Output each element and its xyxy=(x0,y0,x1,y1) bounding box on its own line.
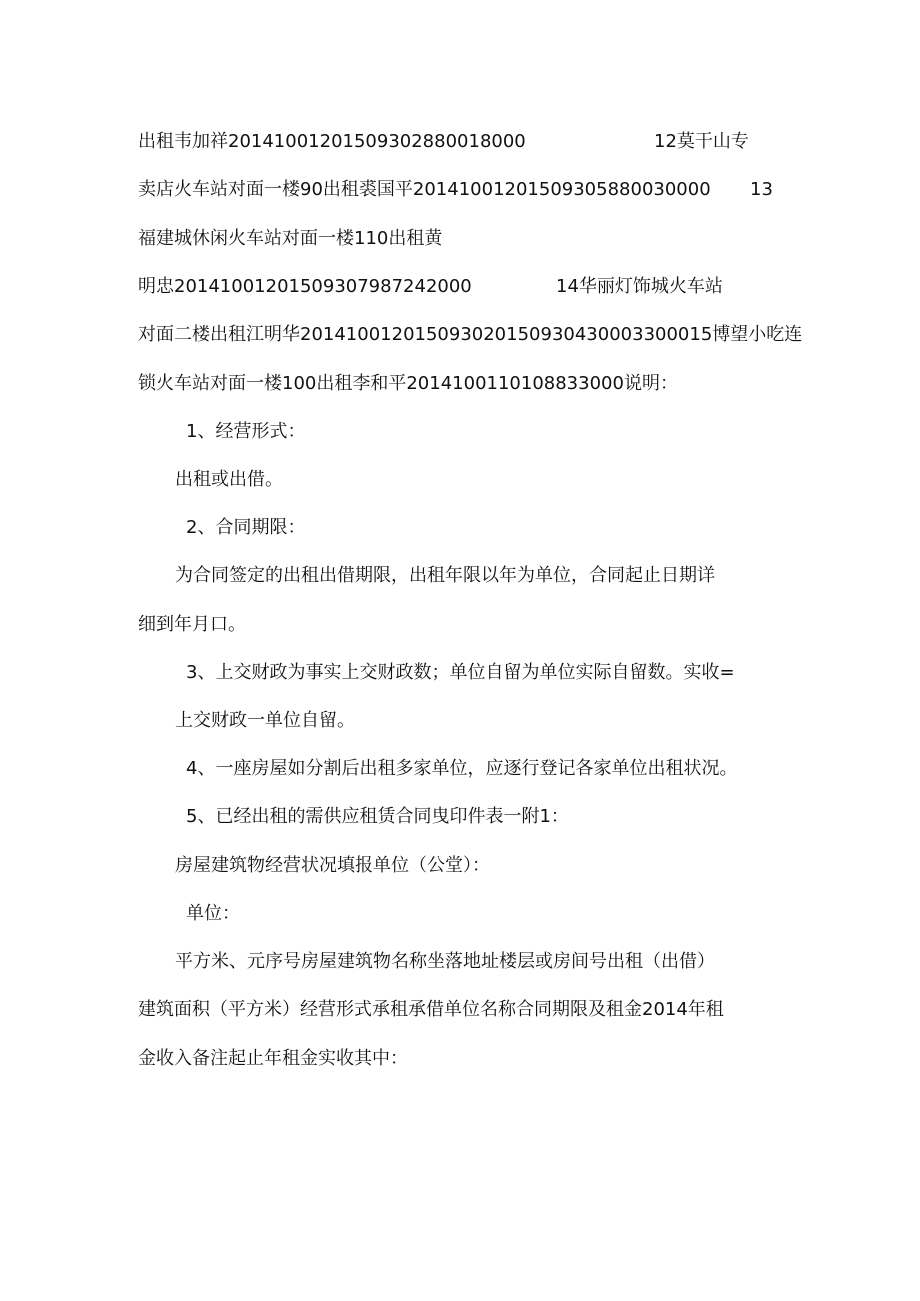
text-line: 出租韦加祥201410012015093028800180​00 xyxy=(138,131,526,152)
text-line: 房屋建筑物经营状况填报单位（公堂）： xyxy=(175,855,490,876)
text-line: 5、已经出租的需供应租赁合同曳印件表一附1： xyxy=(186,806,569,827)
text-line: 上交财政一单位自留。 xyxy=(175,710,355,731)
section-heading: 1、经营形式： xyxy=(186,421,306,442)
text-line: 锁火车站对面一楼100出租李和平201410011010883​3000说明： xyxy=(138,373,678,394)
text-line: 为合同签定的出租出借期限，出租年限以年为单位，合同起止日期详 xyxy=(175,565,715,586)
text-line: 对面二楼出租江明华20141001201509302015093043000330001​5博望小吃连 xyxy=(138,324,803,345)
text-line: 4、一座房屋如分割后出租多家单位，应逐行登记各家单位出租状况。 xyxy=(186,758,738,779)
text-line: 细到年月口。 xyxy=(138,614,246,635)
text-line: 13 xyxy=(750,179,773,200)
text-line: 12莫干山专 xyxy=(654,131,749,152)
text-line: 金收入备注起止年租金实收其中： xyxy=(138,1048,408,1069)
text-line: 明忠20141001201509307987242000 xyxy=(138,276,472,297)
text-line: 出租或出借。 xyxy=(175,469,283,490)
section-heading: 2、合同期限： xyxy=(186,517,306,538)
text-line: 14华丽灯饰城火车站 xyxy=(556,276,723,297)
text-line: 福建城休闲火车站对面一楼110出租黄 xyxy=(138,228,443,249)
text-line: 单位： xyxy=(186,903,240,924)
text-line: 卖店火车站对面一楼90出租裘国平20141001201509305880030000 xyxy=(138,179,711,200)
text-line: 平方米、元序号房屋建筑物名称坐落地址楼层或房间号出租（出借） xyxy=(175,951,715,972)
text-line: 建筑面积（平方米）经营形式承租承借单位名称合同期限及租金2014年租 xyxy=(138,999,724,1020)
text-line: 3、上交财政为事实上交财政数；单位自留为单位实际自留数。实收= xyxy=(186,662,735,683)
